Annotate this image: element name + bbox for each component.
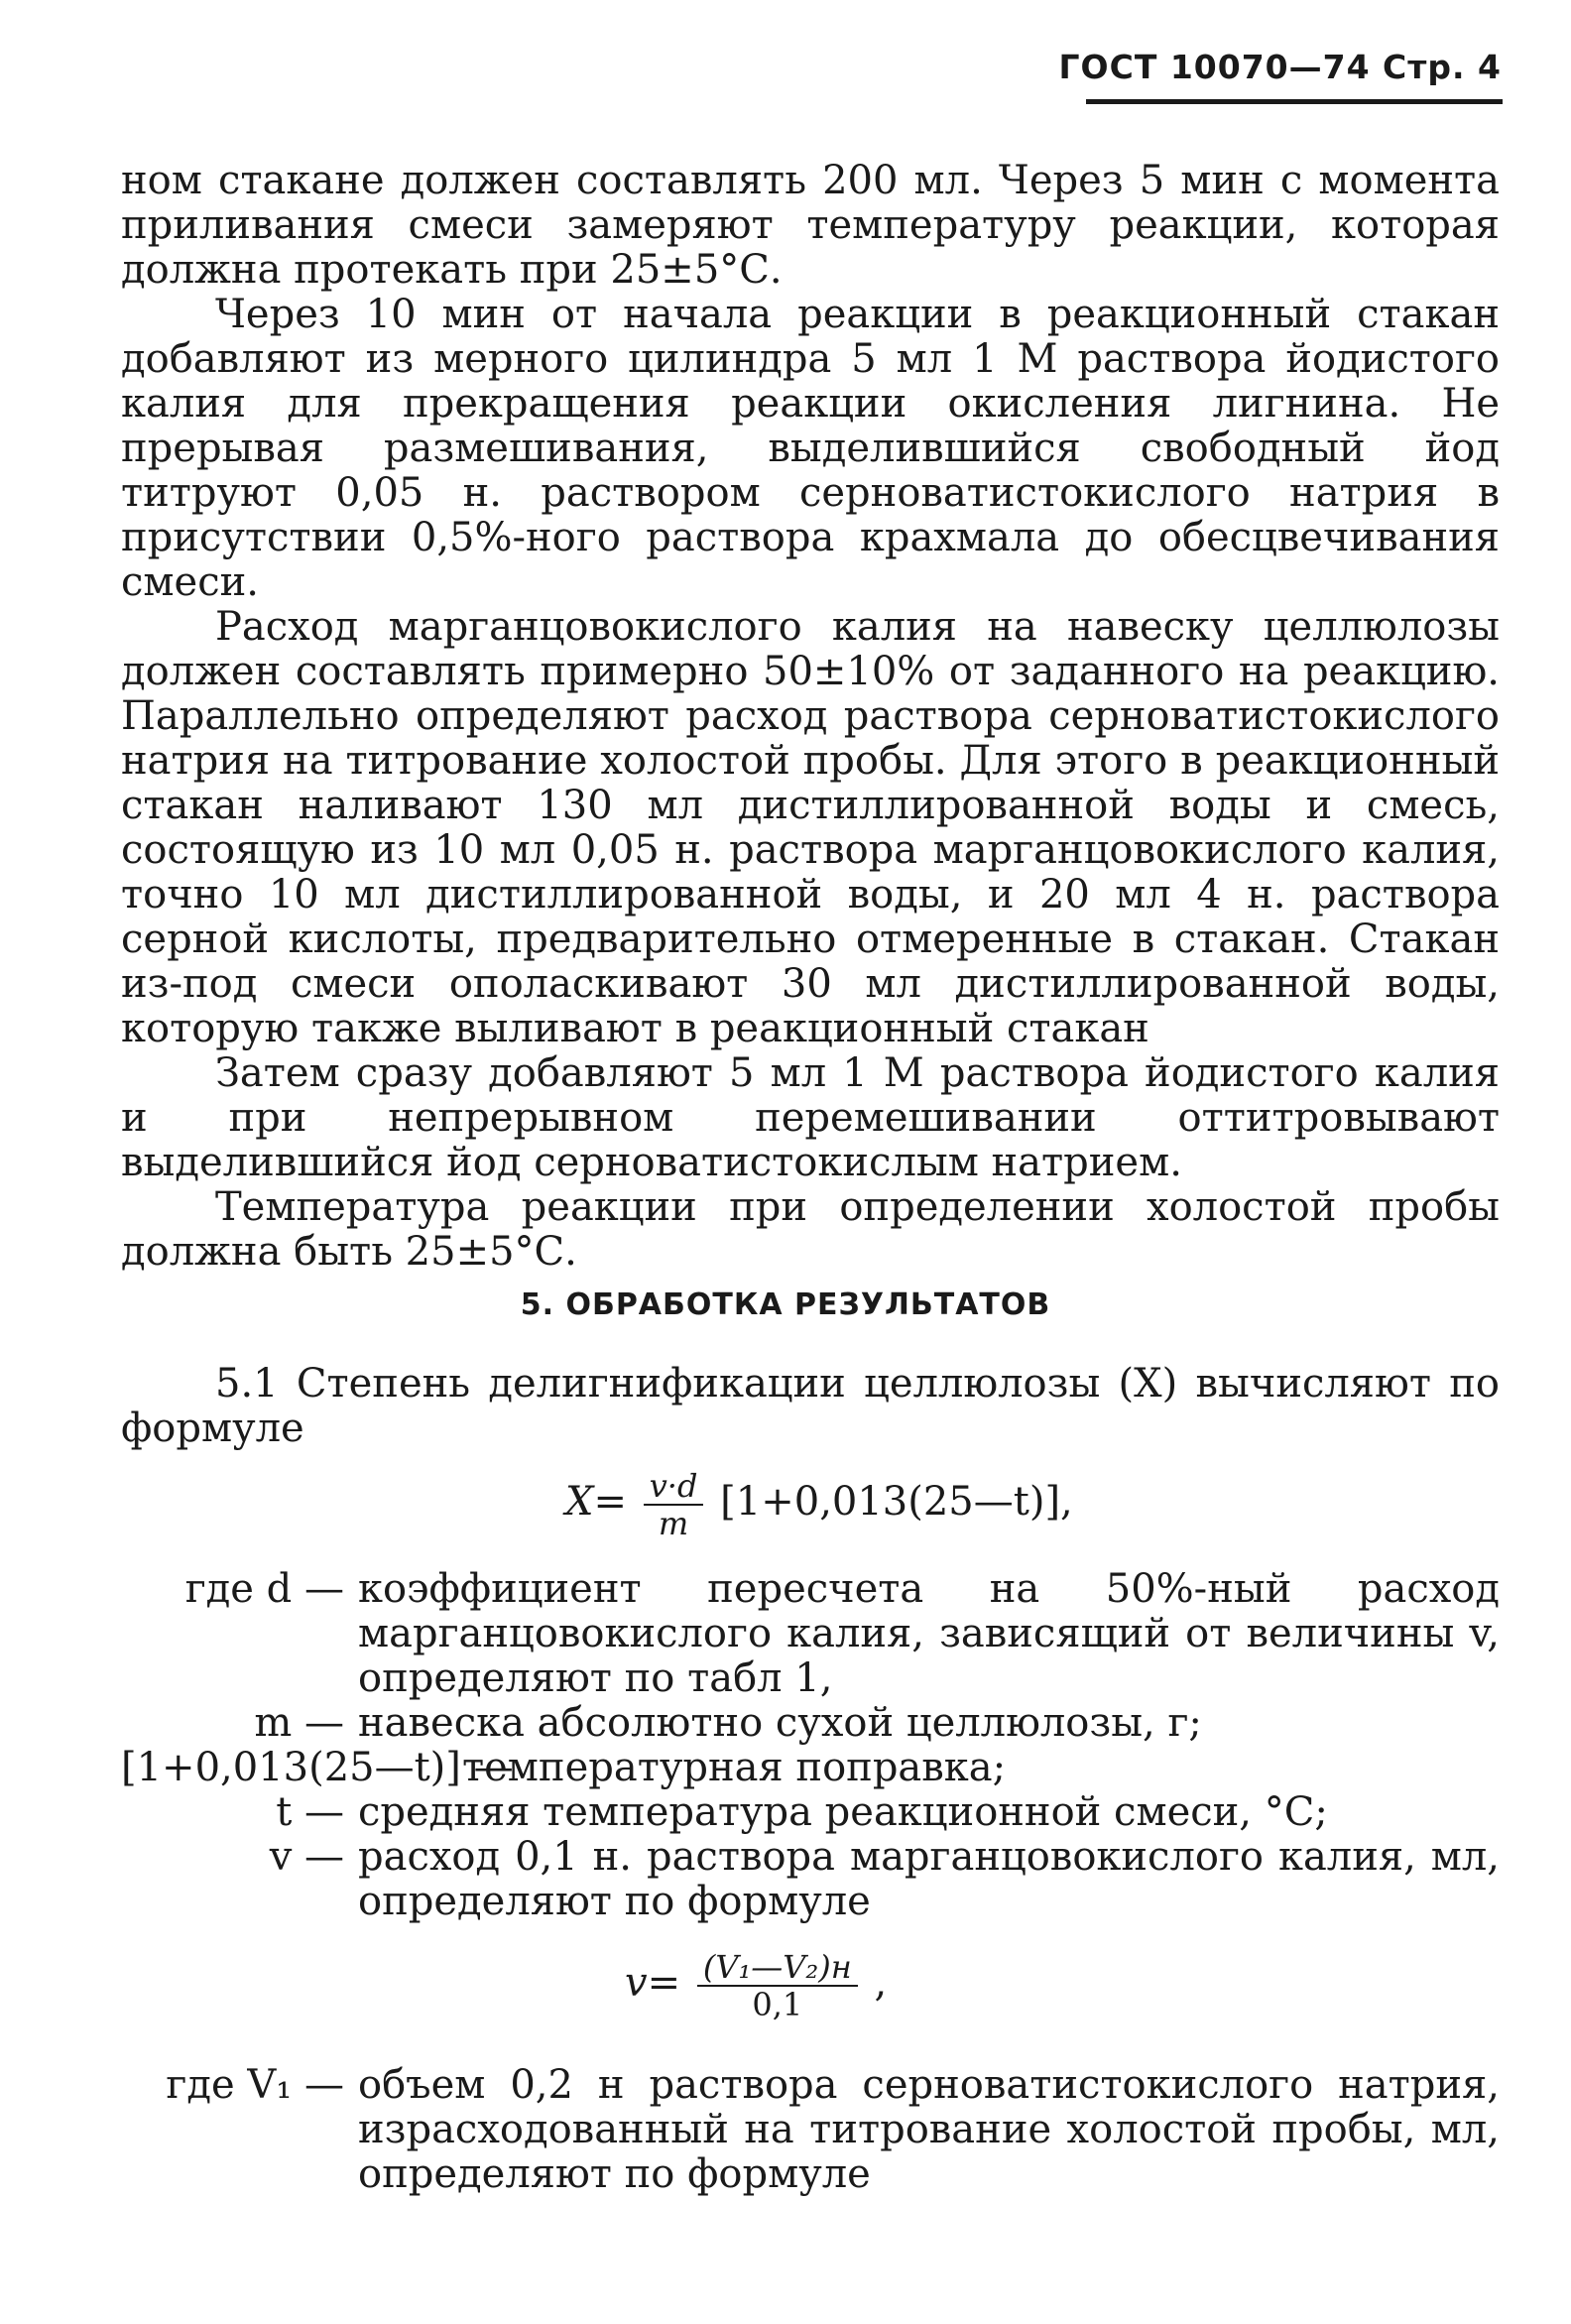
definition-text: расход 0,1 н. раствора марганцовокислого калия, мл, определяют по формуле (358, 1834, 1500, 1924)
section-intro: 5.1 Степень делигнификации целлюлозы (X) вычисляют по формуле (121, 1361, 1500, 1451)
formula1-lhs: X= (565, 1479, 627, 1525)
paragraph-4: Затем сразу добавляют 5 мл 1 М раствора йодистого калия и при непрерывном перемешивании оттитровывают выделившийся йод серноватистокислым натрием. (121, 1050, 1500, 1185)
page-number: Стр. 4 (1383, 48, 1502, 86)
formula1-fraction (644, 1468, 704, 1541)
definition-row (121, 1790, 1500, 1835)
definition-text: температурная поправка; (462, 1745, 1007, 1790)
formula1-numerator: v·d (644, 1468, 704, 1506)
paragraph-2: Через 10 мин от начала реакции в реакционный стакан добавляют из мерного цилиндра 5 мл 1 М раствора йодистого калия для прекращения реакции окисления лигнина. Не прерывая размешивания, выделившийся свободный йод титруют 0,05 н. раствором серноватистокислого натрия в присутствии 0,5%-ного раствора крахмала до обесцвечивания смеси. (121, 292, 1500, 605)
formula2-denominator: 0,1 (752, 1986, 803, 2023)
body-text (121, 159, 1500, 1275)
formula-consumption (625, 1949, 887, 2022)
definition-term: t — (276, 1789, 344, 1835)
definition-term: где V₁ — (166, 2062, 344, 2108)
definition-row (121, 2063, 1500, 2197)
standard-number: ГОСТ 10070—74 (1058, 48, 1371, 86)
definition-row (121, 1701, 1500, 1746)
definition-term: [1+0,013(25—t)] — (121, 1745, 514, 1790)
definition-text: средняя температура реакционной смеси, °С; (358, 1789, 1328, 1835)
paragraph-1: ном стакане должен составлять 200 мл. Через 5 мин с момента приливания смеси замеряют температуру реакции, которая должна протекать при 25±5°С. (121, 158, 1500, 293)
definition-row (121, 1746, 1500, 1790)
definition-row (121, 1567, 1500, 1701)
definition-text: объем 0,2 н раствора серноватистокислого натрия, израсходованный на титрование холостой пробы, мл, определяют по формуле (358, 2062, 1500, 2197)
definition-term: m — (254, 1700, 344, 1746)
section-intro-block (121, 1362, 1500, 1451)
definitions-list-2 (121, 2063, 1500, 2197)
paragraph-3: Расход марганцовокислого калия на навеску целлюлозы должен составлять примерно 50±10% от заданного на реакцию. Параллельно определяют расход раствора серноватистокислого натрия на титрование холостой пробы. Для этого в реакционный стакан наливают 130 мл дистиллированной воды и смесь, состоящую из 10 мл 0,05 н. раствора марганцовокислого калия, точно 10 мл дистиллированной воды, и 20 мл 4 н. раствора серной кислоты, предварительно отмеренные в стакан. Стакан из-под смеси ополаскивают 30 мл дистиллированной воды, которую также выливают в реакционный стакан (121, 604, 1500, 1051)
paragraph-5: Температура реакции при определении холостой пробы должна быть 25±5°С. (121, 1184, 1500, 1275)
formula2-tail: , (874, 1960, 888, 2006)
definition-term: v — (269, 1834, 344, 1880)
definition-term: где d — (184, 1566, 344, 1612)
definition-row (121, 1835, 1500, 1924)
page-header (1059, 48, 1502, 86)
section-title: 5. ОБРАБОТКА РЕЗУЛЬТАТОВ (520, 1287, 1051, 1322)
formula1-rhs: [1+0,013(25—t)], (720, 1479, 1073, 1525)
formula2-numerator: (V₁—V₂)н (697, 1949, 858, 1987)
formula-delignification (565, 1468, 1073, 1541)
formula1-denominator: m (658, 1505, 689, 1542)
definition-text: навеска абсолютно сухой целлюлозы, г; (358, 1700, 1202, 1746)
definitions-list-1 (121, 1567, 1500, 1924)
formula2-lhs: v= (625, 1960, 681, 2006)
header-rule (1086, 99, 1503, 104)
formula2-fraction (697, 1949, 858, 2022)
definition-text: коэффициент пересчета на 50%-ный расход марганцовокислого калия, зависящий от величины v, определяют по табл 1, (358, 1566, 1500, 1701)
